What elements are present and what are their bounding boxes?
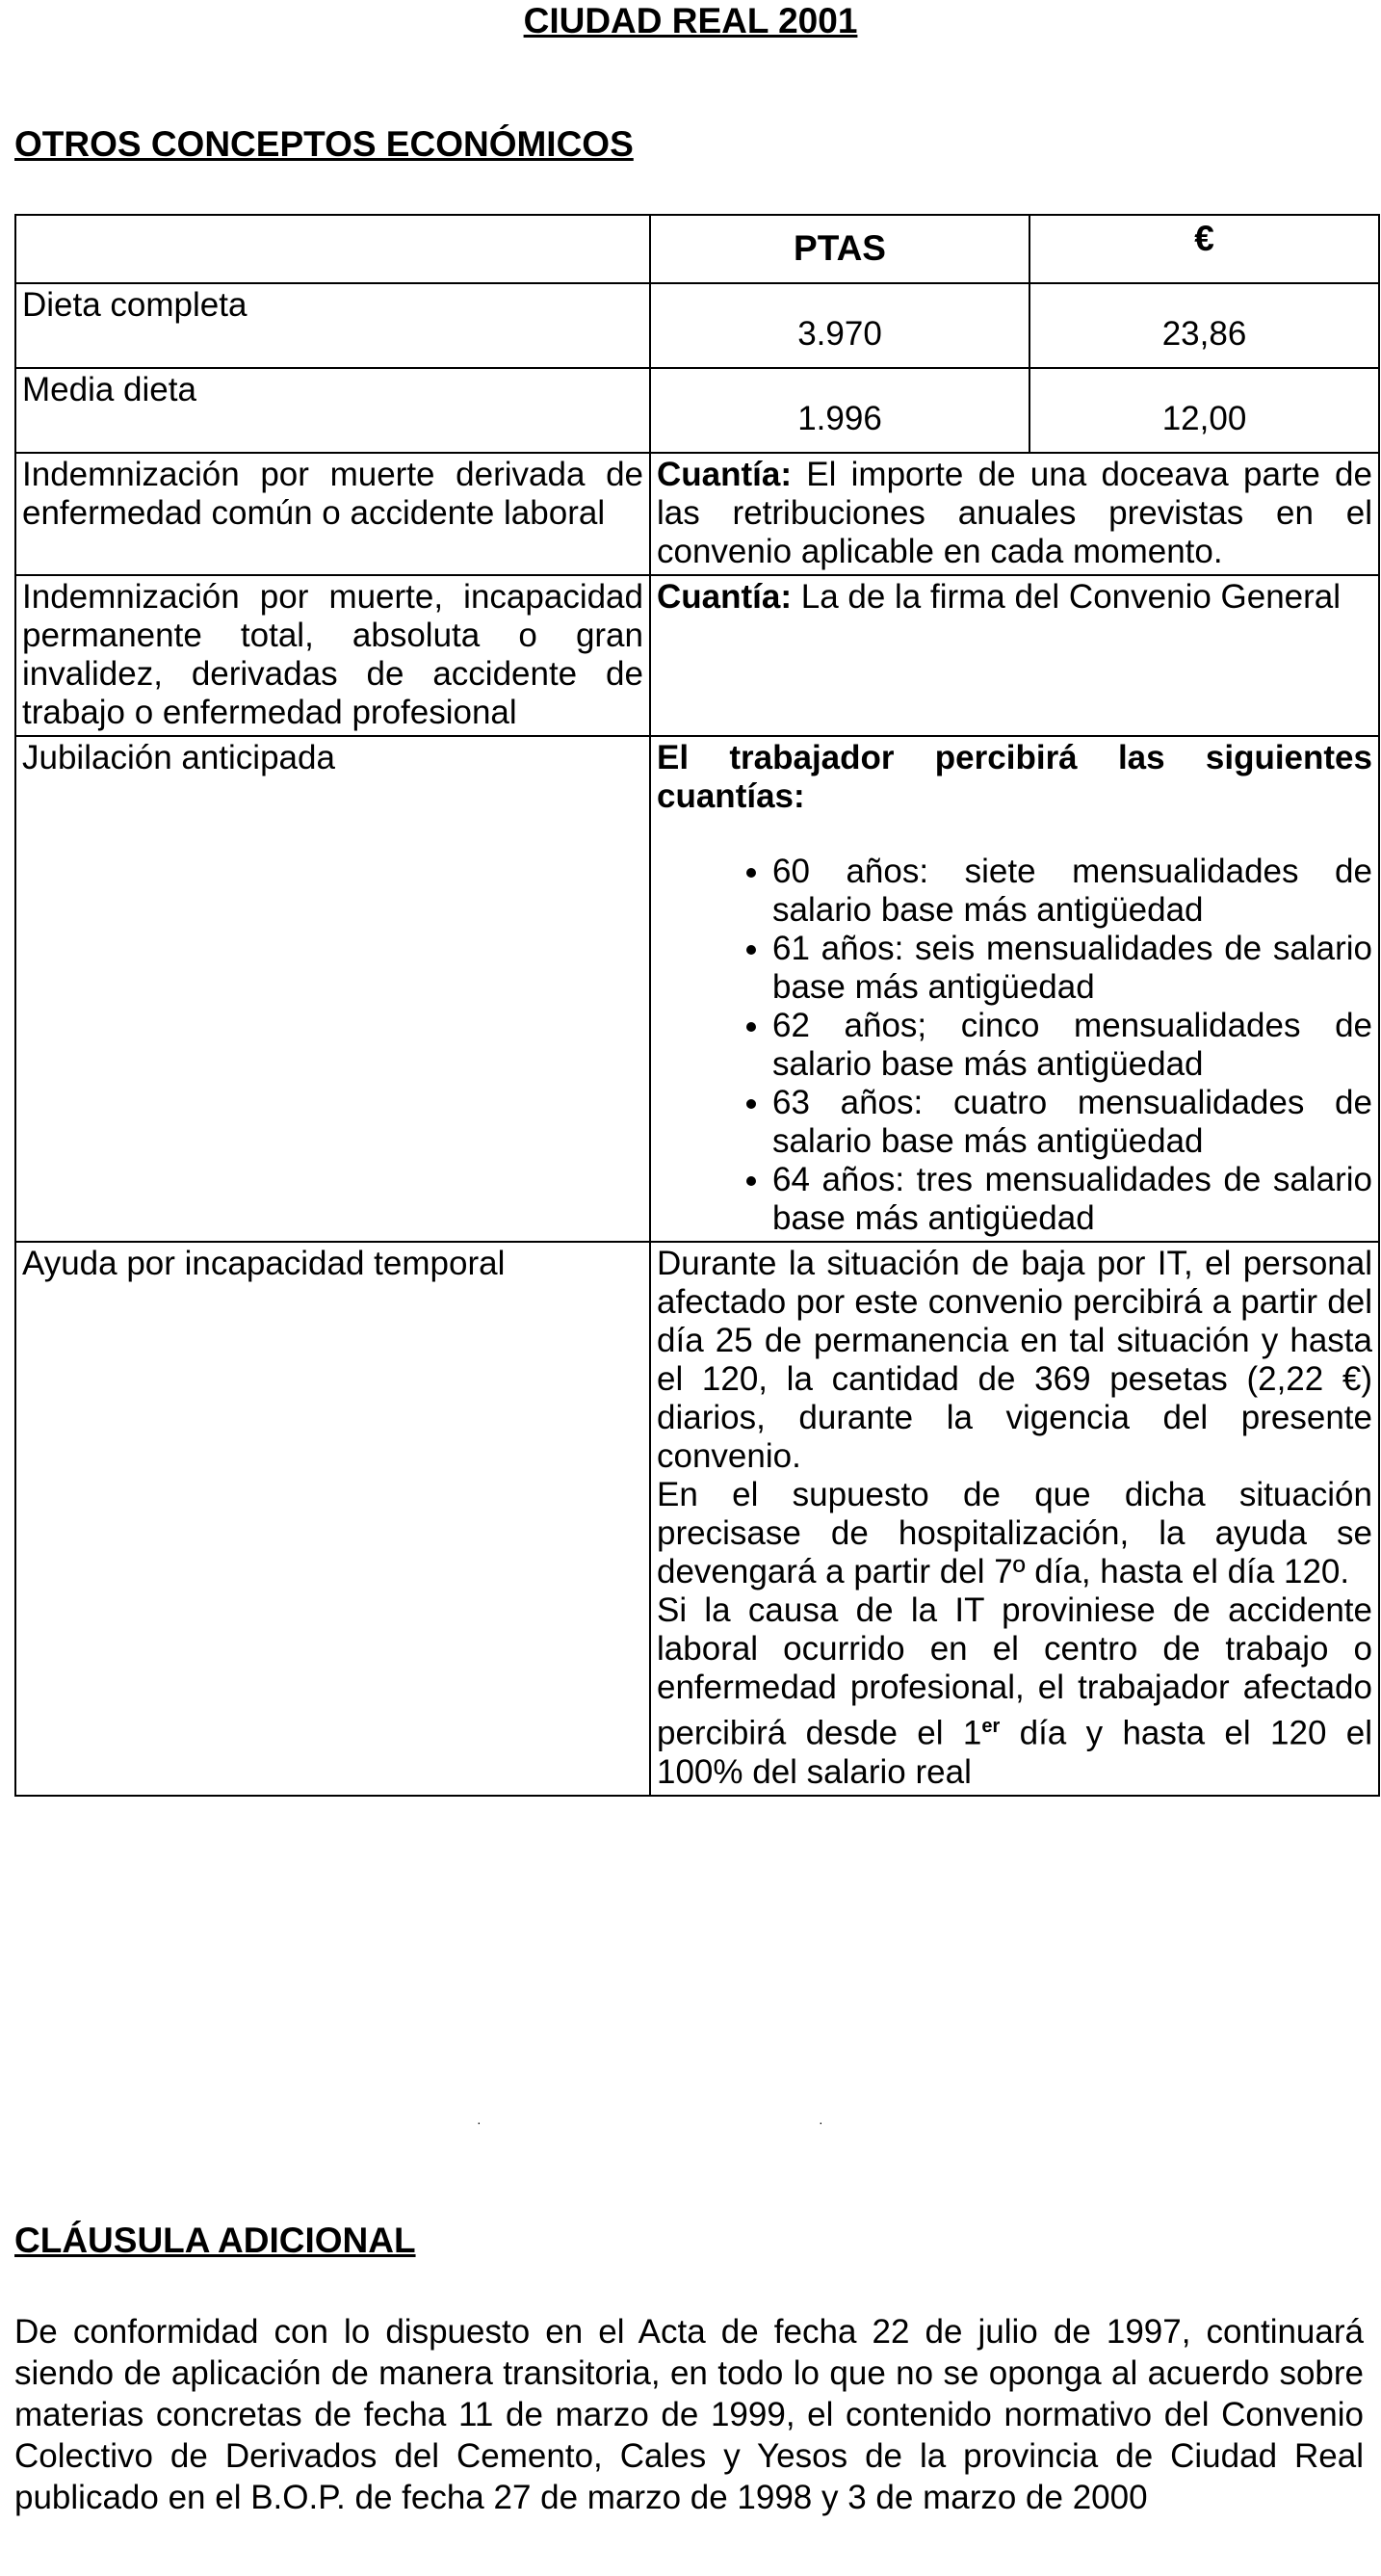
concept-cell: Indemnización por muerte derivada de enfermedad común o accidente laboral (15, 453, 650, 575)
ayuda-paragraph-1: Durante la situación de baja por IT, el personal afectado por este convenio percibirá a partir del día 25 de permanencia en tal situación y hasta el 120, la cantidad de 369 pesetas (2,22 €) diarios, durante la vigencia del presente convenio. (657, 1245, 1372, 1475)
ayuda-p3-text-b: día y hasta el 120 el 100% del salario real (657, 1714, 1372, 1791)
amount-cell (650, 453, 1379, 575)
concept-cell: Media dieta (15, 368, 650, 453)
eur-cell: 12,00 (1029, 368, 1379, 453)
list-item: • 60 años: siete mensualidades de salario base más antigüedad (772, 853, 1372, 930)
amount-text: El importe de una doceava parte de las retribuciones anuales previstas en el convenio aplicable en cada momento. (657, 456, 1372, 570)
amount-lead: El trabajador percibirá las siguientes cuantías: (657, 739, 1372, 815)
conceptos-table (14, 214, 1380, 1797)
concept-cell: Dieta completa (15, 283, 650, 368)
ayuda-p3-text-a: Si la causa de la IT proviniese de accidente laboral ocurrido en el centro de trabajo o enfermedad profesional, el trabajador afectado percibirá desde el 1 (657, 1591, 1372, 1752)
scan-speck: · (819, 2115, 823, 2130)
list-item: • 63 años: cuatro mensualidades de salario base más antigüedad (772, 1084, 1372, 1161)
amount-lead: Cuantía: (657, 578, 792, 616)
concept-cell: Jubilación anticipada (15, 736, 650, 1242)
amount-cell (650, 736, 1379, 1242)
table-header-row (15, 215, 1379, 283)
table-row (15, 1242, 1379, 1796)
concept-cell: Ayuda por incapacidad temporal (15, 1242, 650, 1796)
header-ptas: PTAS (650, 215, 1029, 283)
table-row (15, 453, 1379, 575)
table-row (15, 736, 1379, 1242)
amount-text: La de la firma del Convenio General (792, 578, 1342, 616)
clausula-paragraph: De conformidad con lo dispuesto en el Acta de fecha 22 de julio de 1997, continuará siendo de aplicación de manera transitoria, en todo lo que no se oponga al acuerdo sobre materias concretas de fecha 11 de marzo de 1999, el contenido normativo del Convenio Colectivo de Derivados del Cemento, Cales y Yesos de la provincia de Ciudad Real publicado en el B.O.P. de fecha 27 de marzo de 1998 y 3 de marzo de 2000 (14, 2313, 1364, 2516)
ayuda-paragraph-2: En el supuesto de que dicha situación precisase de hospitalización, la ayuda se devengará a partir del 7º día, hasta el día 120. (657, 1476, 1372, 1590)
page-title: CIUDAD REAL 2001 (523, 1, 858, 40)
ayuda-p3-superscript: er (981, 1716, 1001, 1737)
concept-cell: Indemnización por muerte, incapacidad permanente total, absoluta o gran invalidez, derivadas de accidente de trabajo o enfermedad profesional (15, 575, 650, 736)
section-heading-clausula-adicional: CLÁUSULA ADICIONAL (14, 2221, 416, 2260)
ptas-cell: 1.996 (650, 368, 1029, 453)
header-eur: € (1029, 215, 1379, 283)
table-row (15, 368, 1379, 453)
eur-cell: 23,86 (1029, 283, 1379, 368)
list-item: • 62 años; cinco mensualidades de salario base más antigüedad (772, 1007, 1372, 1084)
jubilacion-list (657, 853, 1372, 1238)
amount-cell (650, 575, 1379, 736)
header-concept (15, 215, 650, 283)
table-row (15, 283, 1379, 368)
list-item: • 61 años: seis mensualidades de salario base más antigüedad (772, 930, 1372, 1007)
section-heading-otros-conceptos: OTROS CONCEPTOS ECONÓMICOS (14, 124, 634, 164)
list-item: • 64 años: tres mensualidades de salario base más antigüedad (772, 1161, 1372, 1238)
ayuda-paragraph-3 (657, 1591, 1372, 1792)
amount-lead: Cuantía: (657, 456, 792, 493)
scan-speck: · (477, 2115, 482, 2130)
amount-cell (650, 1242, 1379, 1796)
ptas-cell: 3.970 (650, 283, 1029, 368)
table-row (15, 575, 1379, 736)
